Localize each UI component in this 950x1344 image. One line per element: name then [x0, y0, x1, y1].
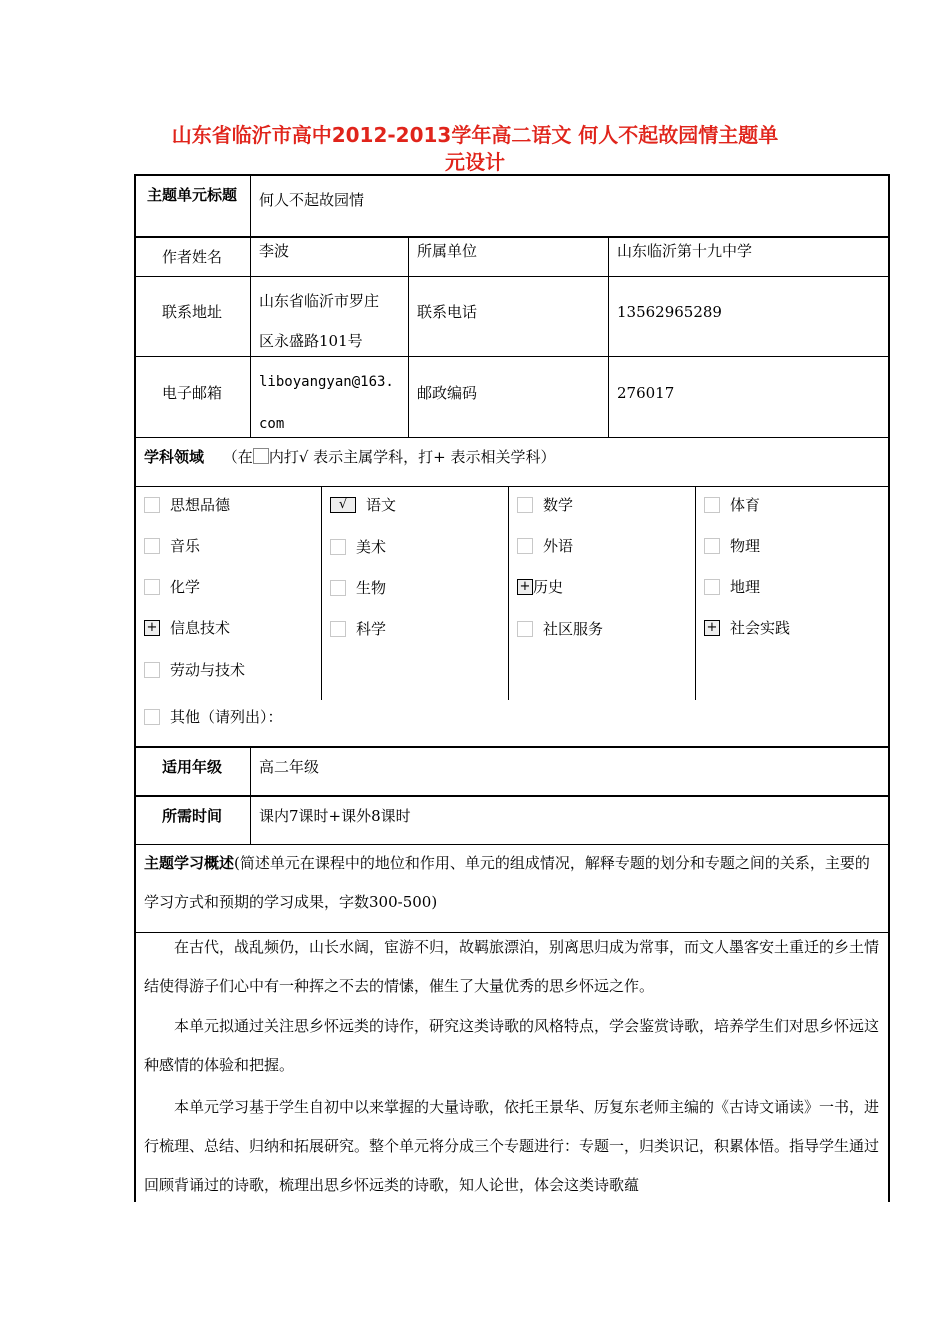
row-divider — [134, 276, 890, 277]
overview-paragraph: 本单元学习基于学生自初中以来掌握的大量诗歌，依托王景华、厉复东老师主编的《古诗文诵读》一书，进行梳理、总结、归纳和拓展研究。整个单元将分成三个专题进行：专题一，归类识记，积累体悟。指导学生通过回顾背诵过的诗歌，梳理出思乡怀远类的诗歌，知人论世，体会这类诗歌蕴 — [144, 1098, 880, 1194]
subject-name: 历史 — [533, 578, 564, 596]
subject-col-divider — [321, 486, 322, 700]
subject-checkbox[interactable] — [517, 619, 603, 639]
subject-name: 劳动与技术 — [170, 661, 246, 679]
checkbox-icon[interactable] — [330, 621, 346, 637]
checkbox-icon[interactable] — [517, 497, 533, 513]
subject-name: 思想品德 — [170, 496, 231, 514]
subject-name: 生物 — [356, 579, 387, 597]
overview-label: 主题学习概述 — [144, 854, 235, 872]
overview-paragraph: 本单元拟通过关注思乡怀远类的诗作，研究这类诗歌的风格特点，学会鉴赏诗歌，培养学生们对思乡怀远这种感情的体验和把握。 — [144, 1017, 880, 1074]
subject-checkbox[interactable] — [704, 577, 760, 597]
title-line-2: 元设计 — [445, 150, 505, 174]
checkbox-icon[interactable] — [330, 539, 346, 555]
overview-paragraph: 在古代，战乱频仍，山长水阔，宦游不归，故羁旅漂泊，别离思归成为常事，而文人墨客安土重迁的乡土情结使得游子们心中有一种挥之不去的情愫，催生了大量优秀的思乡怀远之作。 — [144, 938, 880, 995]
phone-value: 13562965289 — [617, 303, 722, 321]
checkbox-icon[interactable]: + — [704, 620, 720, 636]
email-line-1: liboyangyan@163. — [259, 374, 394, 390]
email-value — [259, 361, 394, 445]
subject-checkbox[interactable] — [704, 618, 790, 638]
subject-hint-post: 内打√ 表示主属学科，打+ 表示相关学科） — [268, 448, 556, 466]
email-label: 电子邮箱 — [161, 384, 222, 402]
subject-name: 美术 — [356, 538, 387, 556]
subject-name: 化学 — [170, 578, 201, 596]
subject-checkbox[interactable] — [144, 536, 200, 556]
address-line-1: 山东省临沂市罗庄 — [259, 292, 380, 310]
checkbox-icon[interactable]: + — [517, 579, 533, 595]
row-divider — [134, 437, 890, 438]
checkbox-icon[interactable] — [704, 538, 720, 554]
address-value — [259, 281, 379, 361]
title-line-1: 山东省临沂市高中2012-2013学年高二语文 何人不起故园情主题单 — [171, 123, 779, 147]
subject-name: 社会实践 — [730, 619, 791, 637]
subject-name: 社区服务 — [543, 620, 604, 638]
checkbox-icon[interactable] — [144, 579, 160, 595]
checkbox-icon[interactable] — [144, 497, 160, 513]
subject-checkbox[interactable] — [704, 536, 760, 556]
col-divider — [250, 746, 251, 844]
checkbox-icon[interactable] — [144, 709, 160, 725]
subject-name: 科学 — [356, 620, 387, 638]
subject-checkbox[interactable] — [330, 537, 386, 557]
col-divider — [608, 236, 609, 437]
subject-name: 其他（请列出）： — [170, 708, 283, 726]
subject-col-divider — [508, 486, 509, 700]
grade-label: 适用年级 — [161, 758, 222, 776]
subject-checkbox-other[interactable] — [144, 707, 283, 727]
checkbox-icon[interactable] — [144, 538, 160, 554]
col-divider — [408, 236, 409, 437]
checkbox-icon[interactable] — [704, 579, 720, 595]
grade-value: 高二年级 — [259, 758, 320, 776]
subject-name: 地理 — [730, 578, 761, 596]
theme-value: 何人不起故园情 — [259, 191, 365, 209]
row-divider — [134, 356, 890, 357]
unit-label: 所属单位 — [417, 242, 478, 260]
subject-name: 音乐 — [170, 537, 201, 555]
checkbox-icon[interactable] — [517, 538, 533, 554]
checkbox-icon[interactable] — [330, 580, 346, 596]
time-label: 所需时间 — [161, 807, 222, 825]
subject-checkbox[interactable] — [144, 577, 200, 597]
row-divider — [134, 746, 890, 748]
subject-name: 信息技术 — [170, 619, 231, 637]
subject-label: 学科领域 — [144, 448, 205, 466]
author-label: 作者姓名 — [161, 248, 222, 266]
subject-checkbox[interactable] — [330, 578, 386, 598]
subject-checkbox[interactable] — [144, 495, 230, 515]
checkbox-icon[interactable]: √ — [330, 497, 356, 513]
theme-label: 主题单元标题 — [146, 186, 237, 204]
postcode-value: 276017 — [617, 384, 675, 402]
subject-name: 语文 — [366, 496, 397, 514]
overview-hint: (简述单元在课程中的地位和作用、单元的组成情况，解释专题的划分和专题之间的关系，主要的学习方式和预期的学习成果，字数300-500) — [144, 854, 870, 911]
subject-checkbox[interactable] — [704, 495, 760, 515]
address-label: 联系地址 — [161, 303, 222, 321]
subject-checkbox[interactable] — [144, 618, 230, 638]
subject-name: 物理 — [730, 537, 761, 555]
postcode-label: 邮政编码 — [417, 384, 478, 402]
subject-col-divider — [695, 486, 696, 700]
subject-name: 体育 — [730, 496, 761, 514]
overview-header — [144, 844, 882, 922]
time-value: 课内7课时+课外8课时 — [259, 807, 411, 825]
checkbox-icon[interactable] — [704, 497, 720, 513]
subject-checkbox[interactable] — [144, 660, 245, 680]
subject-checkbox[interactable] — [330, 495, 396, 515]
checkbox-icon — [253, 448, 269, 464]
row-divider — [134, 795, 890, 797]
subject-name: 外语 — [543, 537, 574, 555]
unit-value: 山东临沂第十九中学 — [617, 242, 753, 260]
subject-checkbox[interactable] — [517, 536, 573, 556]
row-divider — [134, 236, 890, 238]
address-line-2: 区永盛路101号 — [259, 332, 363, 350]
subject-checkbox[interactable] — [330, 619, 386, 639]
col-divider — [250, 176, 251, 437]
checkbox-icon[interactable] — [517, 621, 533, 637]
subject-checkbox[interactable] — [517, 577, 563, 597]
document-title — [120, 122, 830, 176]
author-value: 李波 — [259, 242, 290, 260]
subject-hint-pre: （在 — [222, 448, 253, 466]
row-divider — [134, 486, 890, 487]
subject-header — [144, 446, 555, 468]
subject-name: 数学 — [543, 496, 574, 514]
phone-label: 联系电话 — [417, 303, 478, 321]
subject-checkbox[interactable] — [517, 495, 573, 515]
email-line-2: com — [259, 416, 285, 432]
checkbox-icon[interactable]: + — [144, 620, 160, 636]
checkbox-icon[interactable] — [144, 662, 160, 678]
